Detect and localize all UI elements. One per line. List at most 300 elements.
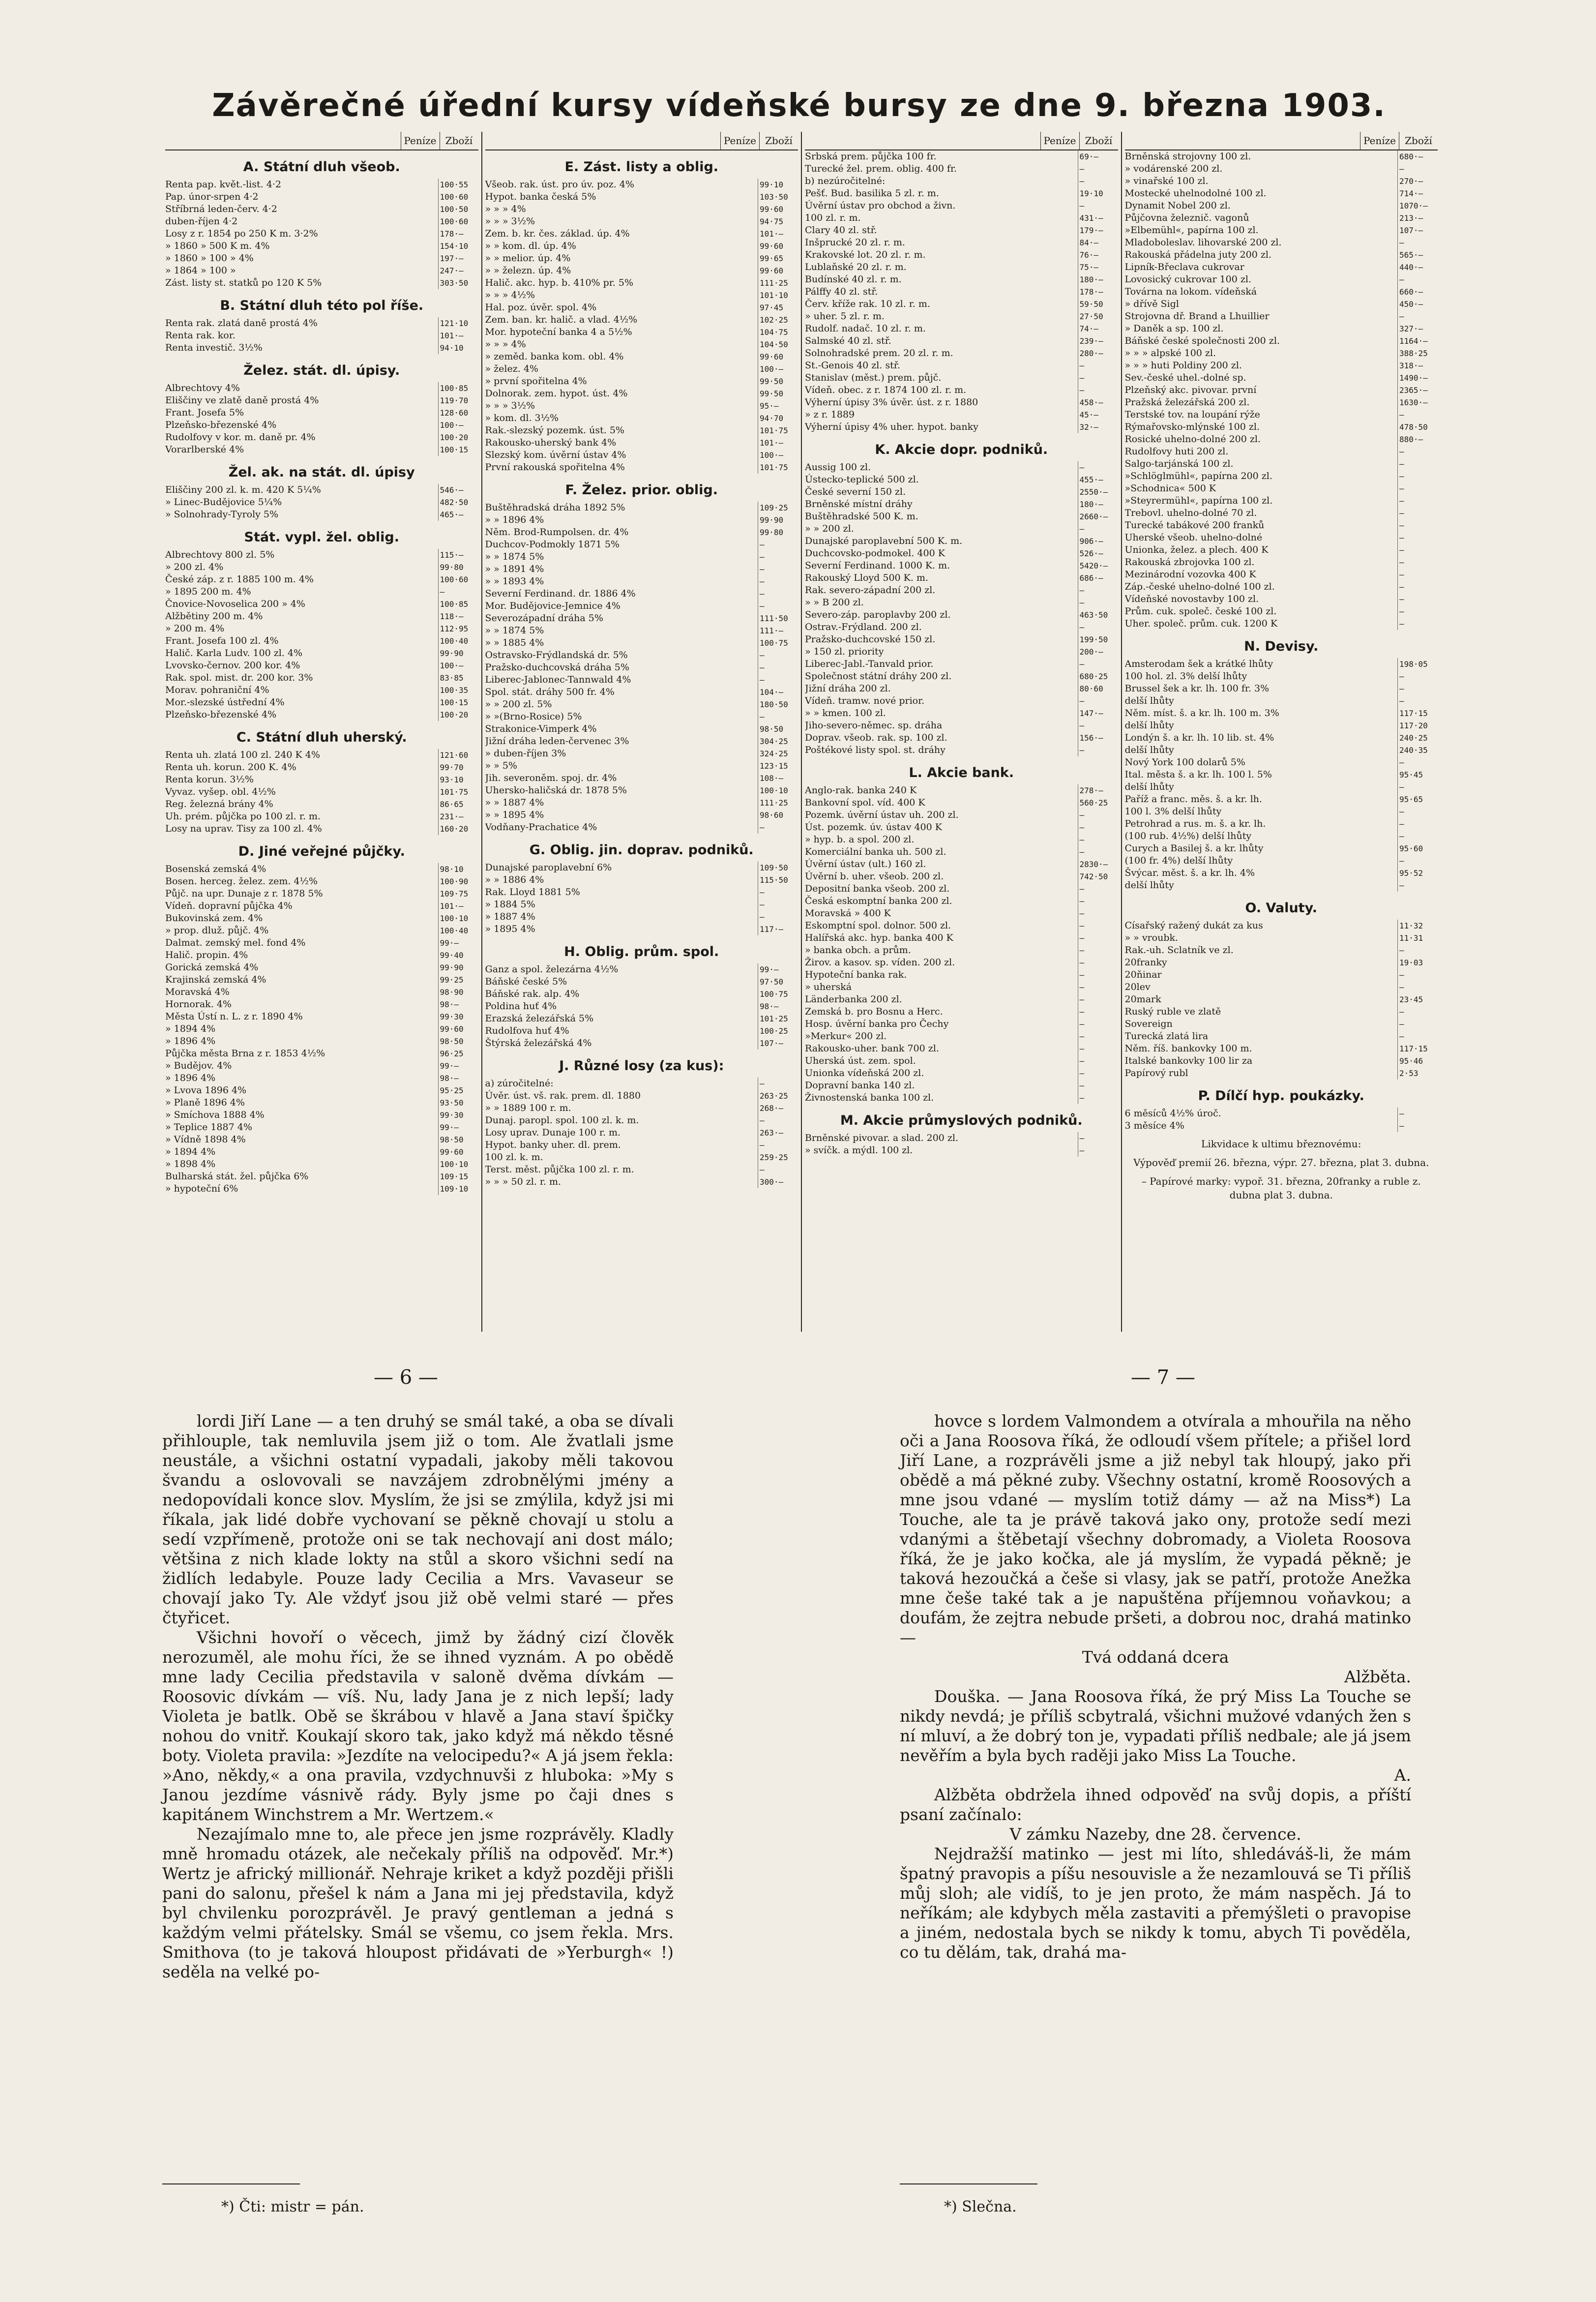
table-row [165,986,478,998]
table-row [165,961,478,974]
table-row [485,661,798,674]
table-row [805,547,1118,560]
security-name: Pešť. Bud. basilika 5 zl. r. m. [805,188,939,199]
table-row [1125,200,1438,212]
security-name: » 1860 » 500 K m. 4% [165,240,270,251]
table-column [481,132,801,1332]
security-name: Bulharská stát. žel. půjčka 6% [165,1171,309,1182]
price-value: 100·85 [438,382,478,394]
table-row [165,549,478,561]
price-value: 99·90 [438,647,478,659]
price-value: 99·— [758,963,798,976]
table-row [1125,507,1438,519]
section-title: H. Oblig. prům. spol. [564,944,719,959]
table-row [485,772,798,784]
security-name: První rakouská spořitelna 4% [485,462,625,473]
price-value: — [1078,621,1118,633]
price-value: 99·60 [758,240,798,252]
security-name: Rakouská zbrojovka 100 zl. [1124,557,1255,568]
security-name: Losy na uprav. Tisy za 100 zl. 4% [165,823,322,834]
security-name: Depositní banka všeob. 200 zl. [805,883,950,894]
security-name: 3 měsíce 4% [1124,1120,1184,1131]
security-name: Petrohrad a rus. m. š. a kr. lh. [1124,818,1266,829]
table-row [1125,658,1438,670]
price-value: 660·— [1397,286,1438,298]
table-row [485,301,798,314]
security-name: České záp. z r. 1885 100 m. 4% [165,574,314,585]
price-value: 680·— [1397,150,1438,163]
security-name: Frant. Josefa 100 zl. 4% [165,635,279,646]
table-row [1125,756,1438,769]
table-row [1125,298,1438,310]
price-value: 83·85 [438,672,478,684]
table-row [1125,695,1438,707]
security-name: 20mark [1124,994,1161,1005]
price-value: — [1078,461,1118,474]
security-name: Albrechtovy 4% [165,383,240,393]
security-name: Strojovna dř. Brand a Lhuillier [1124,311,1270,322]
security-name: Vorarlberské 4% [165,444,244,455]
security-name: Zemská b. pro Bosnu a Herc. [805,1006,943,1017]
price-value: — [1397,237,1438,249]
security-name: Bosen. herceg. želez. zem. 4½% [165,876,318,887]
security-name: Pražsko-duchcovská dráha 5% [485,662,629,673]
price-value: — [1078,744,1118,756]
security-name: Výherní úpisy 4% uher. hypot. banky [805,421,978,432]
security-name: » 200 zl. 4% [165,562,224,572]
table-row [805,359,1118,372]
table-row [485,575,798,588]
table-row [165,1084,478,1097]
price-value: 100·20 [438,709,478,721]
price-value: — [1397,495,1438,507]
price-value: — [1078,200,1118,212]
price-value: 1630·— [1397,396,1438,409]
table-row [165,265,478,277]
table-row [485,314,798,326]
table-row [165,561,478,573]
price-value: — [1397,756,1438,769]
price-value: 111·— [758,625,798,637]
security-name: Hypot. banky uher. dl. prem. [485,1139,621,1150]
price-value: 99·40 [438,949,478,961]
security-name: » » » 3½% [485,216,535,227]
section-title: Žel. ak. na stát. dl. úpisy [228,465,415,480]
security-name: Něm. míst. š. a kr. lh. 100 m. 3% [1124,708,1279,718]
column-header-label: Zboží [1079,132,1118,149]
table-row [165,647,478,659]
price-value: 178·— [438,228,478,240]
security-name: Vodňany-Prachatice 4% [485,822,597,833]
table-row [805,993,1118,1006]
security-name: Halič. propin. 4% [165,950,248,960]
price-value: — [1078,932,1118,944]
security-name: Duchcovsko-podmokel. 400 K [805,548,945,559]
security-name: Dunajské paroplavební 6% [485,862,612,873]
table-row [805,1144,1118,1157]
table-row [1125,1030,1438,1043]
price-value: — [1078,1079,1118,1092]
table-row [165,277,478,289]
price-value: — [758,674,798,686]
article-paragraph: Nejdražší matinko — jest mi líto, shledáváš-li, že mám špatný pravopis a píšu nesouvisle a že nezamlouvá se Ti příliš můj sloh; ale vidíš, to je jen proto, že mám naspěch. Já to neříkám; ale kdybych měla zastaviti a přemýšleti o pravopise a jiném, nedostala bych se nikdy k tomu, abych Ti pověděla, co tu dělám, tak, drahá ma- [900,1844,1411,1962]
price-value: 100·60 [438,191,478,203]
price-value: — [1078,695,1118,707]
security-name: Paříž a franc. měs. š. a kr. lh. [1124,794,1262,805]
price-value: 109·25 [758,502,798,514]
price-value: 11·31 [1397,932,1438,944]
price-value: — [1078,719,1118,732]
price-value: 19·10 [1078,187,1118,200]
table-row [1125,605,1438,618]
security-name: Úst. pozemk. úv. ústav 400 K [805,822,942,833]
security-name: » 1894 4% [165,1023,216,1034]
price-value: 458·— [1078,396,1118,409]
price-value: 123·15 [758,760,798,772]
security-name: 20ňinar [1124,969,1162,980]
price-value: 27·50 [1078,310,1118,323]
price-value: 199·50 [1078,633,1118,646]
price-value: 156·— [1078,732,1118,744]
security-name: Zem. b. kr. čes. základ. úp. 4% [485,228,630,239]
security-name: Hal. poz. úvěr. spol. 4% [485,302,597,313]
table-row [1125,359,1438,372]
table-row [805,150,1118,163]
price-value: 99·— [438,1121,478,1134]
table-row [165,252,478,265]
price-value: 2660·— [1078,510,1118,523]
security-name: Trebovl. uhelno-dolné 70 zl. [1124,508,1257,518]
price-value: — [758,538,798,551]
price-value: 2365·— [1397,384,1438,396]
price-value: — [758,588,798,600]
price-value: 98·— [438,1072,478,1084]
table-row [485,240,798,252]
table-row [805,858,1118,870]
price-value: 200·— [1078,646,1118,658]
security-name: » » kom. dl. úp. 4% [485,240,576,251]
price-value: 231·— [438,810,478,823]
security-name: » » 1893 4% [485,576,544,587]
security-name: » » » alpské 100 zl. [1124,348,1216,359]
table-row [485,375,798,388]
security-name: Pozemk. úvěrní ústav uh. 200 zl. [805,809,959,820]
column-header [1125,132,1438,150]
price-value: 99·— [438,1060,478,1072]
table-row [165,179,478,191]
price-value: — [758,551,798,563]
security-name: Frant. Josefa 5% [165,407,244,418]
security-name: Česká eskomptní banka 200 zl. [805,896,952,906]
price-value: 102·25 [758,314,798,326]
security-name: Dynamit Nobel 200 zl. [1124,200,1231,211]
table-row [165,191,478,203]
security-name: »Merkur« 200 zl. [805,1031,887,1042]
section-title: P. Dílčí hyp. poukázky. [1198,1088,1364,1104]
security-name: Rakouská přádelna juty 200 zl. [1124,249,1272,260]
price-value: — [1397,670,1438,683]
table-row [485,723,798,735]
table-row [1125,618,1438,630]
table-row [805,461,1118,474]
security-name: Jiho-severo-němec. sp. dráha [805,720,943,731]
section-title: A. Státní dluh všeob. [243,159,400,175]
table-row [1125,556,1438,568]
table-row [485,874,798,886]
security-name: Dalmat. zemský mel. fond 4% [165,937,306,948]
price-value: 95·52 [1397,867,1438,879]
security-name: Lovosický cukrovar 100 zl. [1124,274,1252,285]
table-row [1125,237,1438,249]
table-row [805,421,1118,433]
table-row [165,1109,478,1121]
security-name: Reg. železná brány 4% [165,799,273,809]
price-value: 95·60 [1397,842,1438,855]
table-row [805,1030,1118,1043]
table-row [805,249,1118,261]
price-value: 119·70 [438,394,478,407]
price-value: — [758,661,798,674]
price-value: — [1397,310,1438,323]
security-name: Čnovice-Novoselica 200 » 4% [165,598,305,609]
security-name: Erazská železářská 5% [485,1013,594,1024]
security-name: » dřívě Sigl [1124,299,1179,309]
security-name: Srbská prem. půjčka 100 fr. [805,151,937,162]
security-name: » » B 200 zl. [805,597,864,608]
price-value: — [1397,683,1438,695]
price-value: 303·50 [438,277,478,289]
price-value: 94·10 [438,342,478,354]
security-name: Společnost státní dráhy 200 zl. [805,671,952,682]
table-row [1125,1043,1438,1055]
security-name: Hosp. úvěrní banka pro Čechy [805,1018,949,1029]
price-value: — [758,600,798,612]
table-row [165,1097,478,1109]
table-row [485,698,798,711]
price-value: 104·— [758,686,798,698]
security-name: Prům. cuk. společ. české 100 zl. [1124,606,1277,617]
table-row [1125,944,1438,957]
table-row [165,1158,478,1170]
table-row [805,969,1118,981]
security-name: Rosické uhelno-dolné 200 zl. [1124,434,1261,445]
section-title: J. Různé losy (za kus): [559,1058,724,1074]
table-row [1125,1120,1438,1132]
price-value: 100·55 [438,179,478,191]
table-row [165,974,478,986]
section-title: Stát. vypl. žel. oblig. [244,530,399,545]
price-value: — [1397,806,1438,818]
table-row [485,963,798,976]
price-value: 99·25 [438,974,478,986]
table-row [165,228,478,240]
price-value: — [1397,532,1438,544]
table-row [165,810,478,823]
table-row [485,351,798,363]
security-name: duben-říjen 4·2 [165,216,238,227]
security-name: (100 rub. 4½%) delší lhůty [1124,831,1252,841]
price-value: 100·60 [438,215,478,228]
table-row [485,363,798,375]
price-value: — [758,911,798,923]
liquidation-note: Výpověď premií 26. března, výpr. 27. března, plat 3. dubna. [1133,1157,1429,1168]
price-value: — [1397,830,1438,842]
security-name: » svíčk. a mýdl. 100 zl. [805,1145,913,1156]
price-value: 117·15 [1397,707,1438,719]
security-name: Lublaňské 20 zl. r. m. [805,262,907,272]
price-value: 178·— [1078,286,1118,298]
security-name: Eliščiny ve zlatě daně prostá 4% [165,395,319,406]
security-name: Brussel šek a kr. lh. 100 fr. 3% [1124,683,1270,694]
price-value: 742·50 [1078,870,1118,883]
security-name: Rudolfovy v kor. m. daně pr. 4% [165,432,316,443]
table-row [1125,532,1438,544]
price-value: 99·— [438,937,478,949]
table-row [165,774,478,786]
security-name: Vídeň. obec. z r. 1874 100 zl. r. m. [805,385,967,395]
price-value: 100·50 [438,203,478,215]
security-name: Severozápadní dráha 5% [485,613,603,624]
table-row [1125,495,1438,507]
table-row [165,1121,478,1134]
security-name: Buštěhradská dráha 1892 5% [485,502,625,513]
table-row [805,584,1118,597]
security-name: » hypoteční 6% [165,1183,238,1194]
table-row [485,637,798,649]
price-value: 100·20 [438,431,478,444]
security-name: » » » 50 zl. r. m. [485,1176,562,1187]
table-row [1125,335,1438,347]
table-row [805,200,1118,212]
price-value: 97·45 [758,301,798,314]
price-value: 108·— [758,772,798,784]
price-value: 109·50 [758,862,798,874]
table-row [805,784,1118,797]
table-row [805,719,1118,732]
table-row [165,598,478,610]
security-name: Pap. únor-srpen 4·2 [165,191,259,202]
price-value: — [1397,1006,1438,1018]
table-row [805,261,1118,273]
security-name: Unionka, želez. a plech. 400 K [1124,544,1269,555]
price-value: 109·15 [438,1170,478,1183]
table-row [485,1102,798,1114]
price-value: — [1078,821,1118,834]
security-name: Bosenská zemská 4% [165,864,266,874]
table-row [805,486,1118,498]
table-row [1125,212,1438,224]
security-name: Jižní dráha leden-červenec 3% [485,736,629,747]
security-name: Vídeň. tramw. nové prior. [805,695,925,706]
table-row [1125,519,1438,532]
price-value: 98·50 [438,1035,478,1047]
security-name: Eliščiny 200 zl. k. m. 420 K 5¼% [165,484,321,495]
price-value: 101·— [758,437,798,449]
article-paragraph: Tvá oddaná dcera [1082,1647,1229,1667]
security-name: delší lhůty [1124,745,1174,755]
price-value: 121·60 [438,749,478,761]
table-row [805,658,1118,670]
table-row [805,695,1118,707]
table-row [485,747,798,760]
price-value: — [1078,1144,1118,1157]
table-row [485,1013,798,1025]
table-row [1125,384,1438,396]
table-row [1125,470,1438,482]
table-row [805,597,1118,609]
table-row [165,998,478,1011]
table-row [805,310,1118,323]
table-row [165,1072,478,1084]
table-row [485,514,798,526]
masthead-title: Závěrečné úřední kursy vídeňské bursy ze dne 9. března 1903. [212,88,1386,124]
security-name: Ganz a spol. železárna 4½% [485,964,619,975]
table-row [1125,769,1438,781]
table-row [805,1079,1118,1092]
security-name: Anglo-rak. banka 240 K [805,785,917,796]
column-header-label: Peníze [1360,132,1399,149]
table-row [1125,932,1438,944]
security-name: Továrna na lokom. vídeňská [1124,286,1257,297]
security-name: Severní Ferdinand. dr. 1886 4% [485,588,636,599]
price-value: 100·85 [438,598,478,610]
price-value: 111·25 [758,277,798,289]
table-row [805,609,1118,621]
table-row [805,809,1118,821]
table-row [165,382,478,394]
price-value: — [1397,855,1438,867]
security-name: 20lev [1124,982,1151,992]
table-row [165,937,478,949]
table-row [805,237,1118,249]
table-row [485,760,798,772]
security-name: » želez. 4% [485,363,538,374]
price-value: 197·— [438,252,478,265]
security-name: Uher. společ. prům. cuk. 1200 K [1124,618,1278,629]
security-name: Ostravsko-Frýdlandská dr. 5% [485,650,628,660]
price-value: 2·53 [1397,1067,1438,1079]
price-value: 121·10 [438,317,478,329]
security-name: Něm. Brod-Rumpolsen. dr. 4% [485,527,629,538]
price-value: 240·25 [1397,732,1438,744]
price-value: 128·60 [438,407,478,419]
security-name: » » » 3½% [485,400,535,411]
security-name: Úvěrní ústav (ult.) 160 zl. [805,859,926,869]
price-value: — [1078,1055,1118,1067]
security-name: Severní Ferdinand. 1000 K. m. [805,560,950,571]
security-name: » » 5% [485,760,517,771]
price-value: 95·65 [1397,793,1438,806]
table-row [165,407,478,419]
security-name: » prop. dluž. půjč. 4% [165,925,269,936]
table-row [485,625,798,637]
price-value: 98·50 [438,1134,478,1146]
table-row [165,496,478,508]
price-value: 100·75 [758,637,798,649]
price-value: — [758,1114,798,1127]
table-row [485,809,798,821]
table-row [485,1139,798,1151]
table-row [805,1055,1118,1067]
table-row [485,551,798,563]
price-value: 213·— [1397,212,1438,224]
price-value: 180·— [1078,273,1118,286]
page-number-right: — 7 — [1131,1366,1195,1389]
security-name: Brněnské místní dráhy [805,499,913,509]
table-row [485,649,798,661]
price-value: 278·— [1078,784,1118,797]
security-name: Rudolf. nadač. 10 zl. r. m. [805,323,926,334]
